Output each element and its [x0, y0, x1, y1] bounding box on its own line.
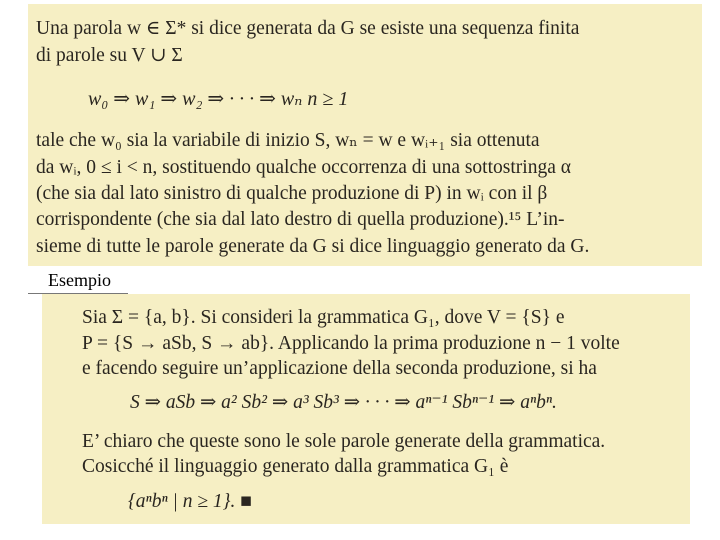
- example-line: Sia Σ = {a, b}. Si consideri la grammatica G₁, dove V = {S} e: [82, 307, 565, 328]
- example-label: Esempio: [48, 270, 111, 290]
- definition-line: da wᵢ, 0 ≤ i < n, sostituendo qualche occorrenza di una sottostringa α: [36, 157, 571, 178]
- definition-line: tale che w₀ sia la variabile di inizio S, wₙ = w e wᵢ₊₁ sia ottenuta: [36, 130, 540, 151]
- example-line: e facendo seguire un’applicazione della seconda produzione, si ha: [82, 358, 597, 379]
- example-line: E’ chiaro che queste sono le sole parole generate della grammatica.: [82, 431, 606, 452]
- derivation-formula: S ⇒ aSb ⇒ a² Sb² ⇒ a³ Sb³ ⇒ · · · ⇒ aⁿ⁻¹ Sbⁿ⁻¹ ⇒ aⁿbⁿ.: [130, 392, 557, 413]
- example-scan: [42, 294, 690, 524]
- definition-line: Una parola w ∈ Σ* si dice generata da G se esiste una sequenza finita: [36, 18, 580, 39]
- language-formula: {aⁿbⁿ | n ≥ 1}. ■: [128, 491, 252, 512]
- derivation-formula: w₀ ⇒ w₁ ⇒ w₂ ⇒ · · · ⇒ wₙ n ≥ 1: [88, 88, 349, 110]
- example-line: P = {S → aSb, S → ab}. Applicando la prima produzione n − 1 volte: [82, 333, 620, 354]
- example-line: Cosicché il linguaggio generato dalla grammatica G₁ è: [82, 456, 509, 477]
- definition-line: sieme di tutte le parole generate da G si dice linguaggio generato da G.: [36, 236, 590, 257]
- definition-line: (che sia dal lato sinistro di qualche produzione di P) in wᵢ con il β: [36, 183, 548, 204]
- definition-line: di parole su V ∪ Σ: [36, 45, 183, 66]
- definition-line: corrispondente (che sia dal lato destro di quella produzione).¹⁵ L’in-: [36, 209, 565, 230]
- definition-scan: [28, 4, 702, 266]
